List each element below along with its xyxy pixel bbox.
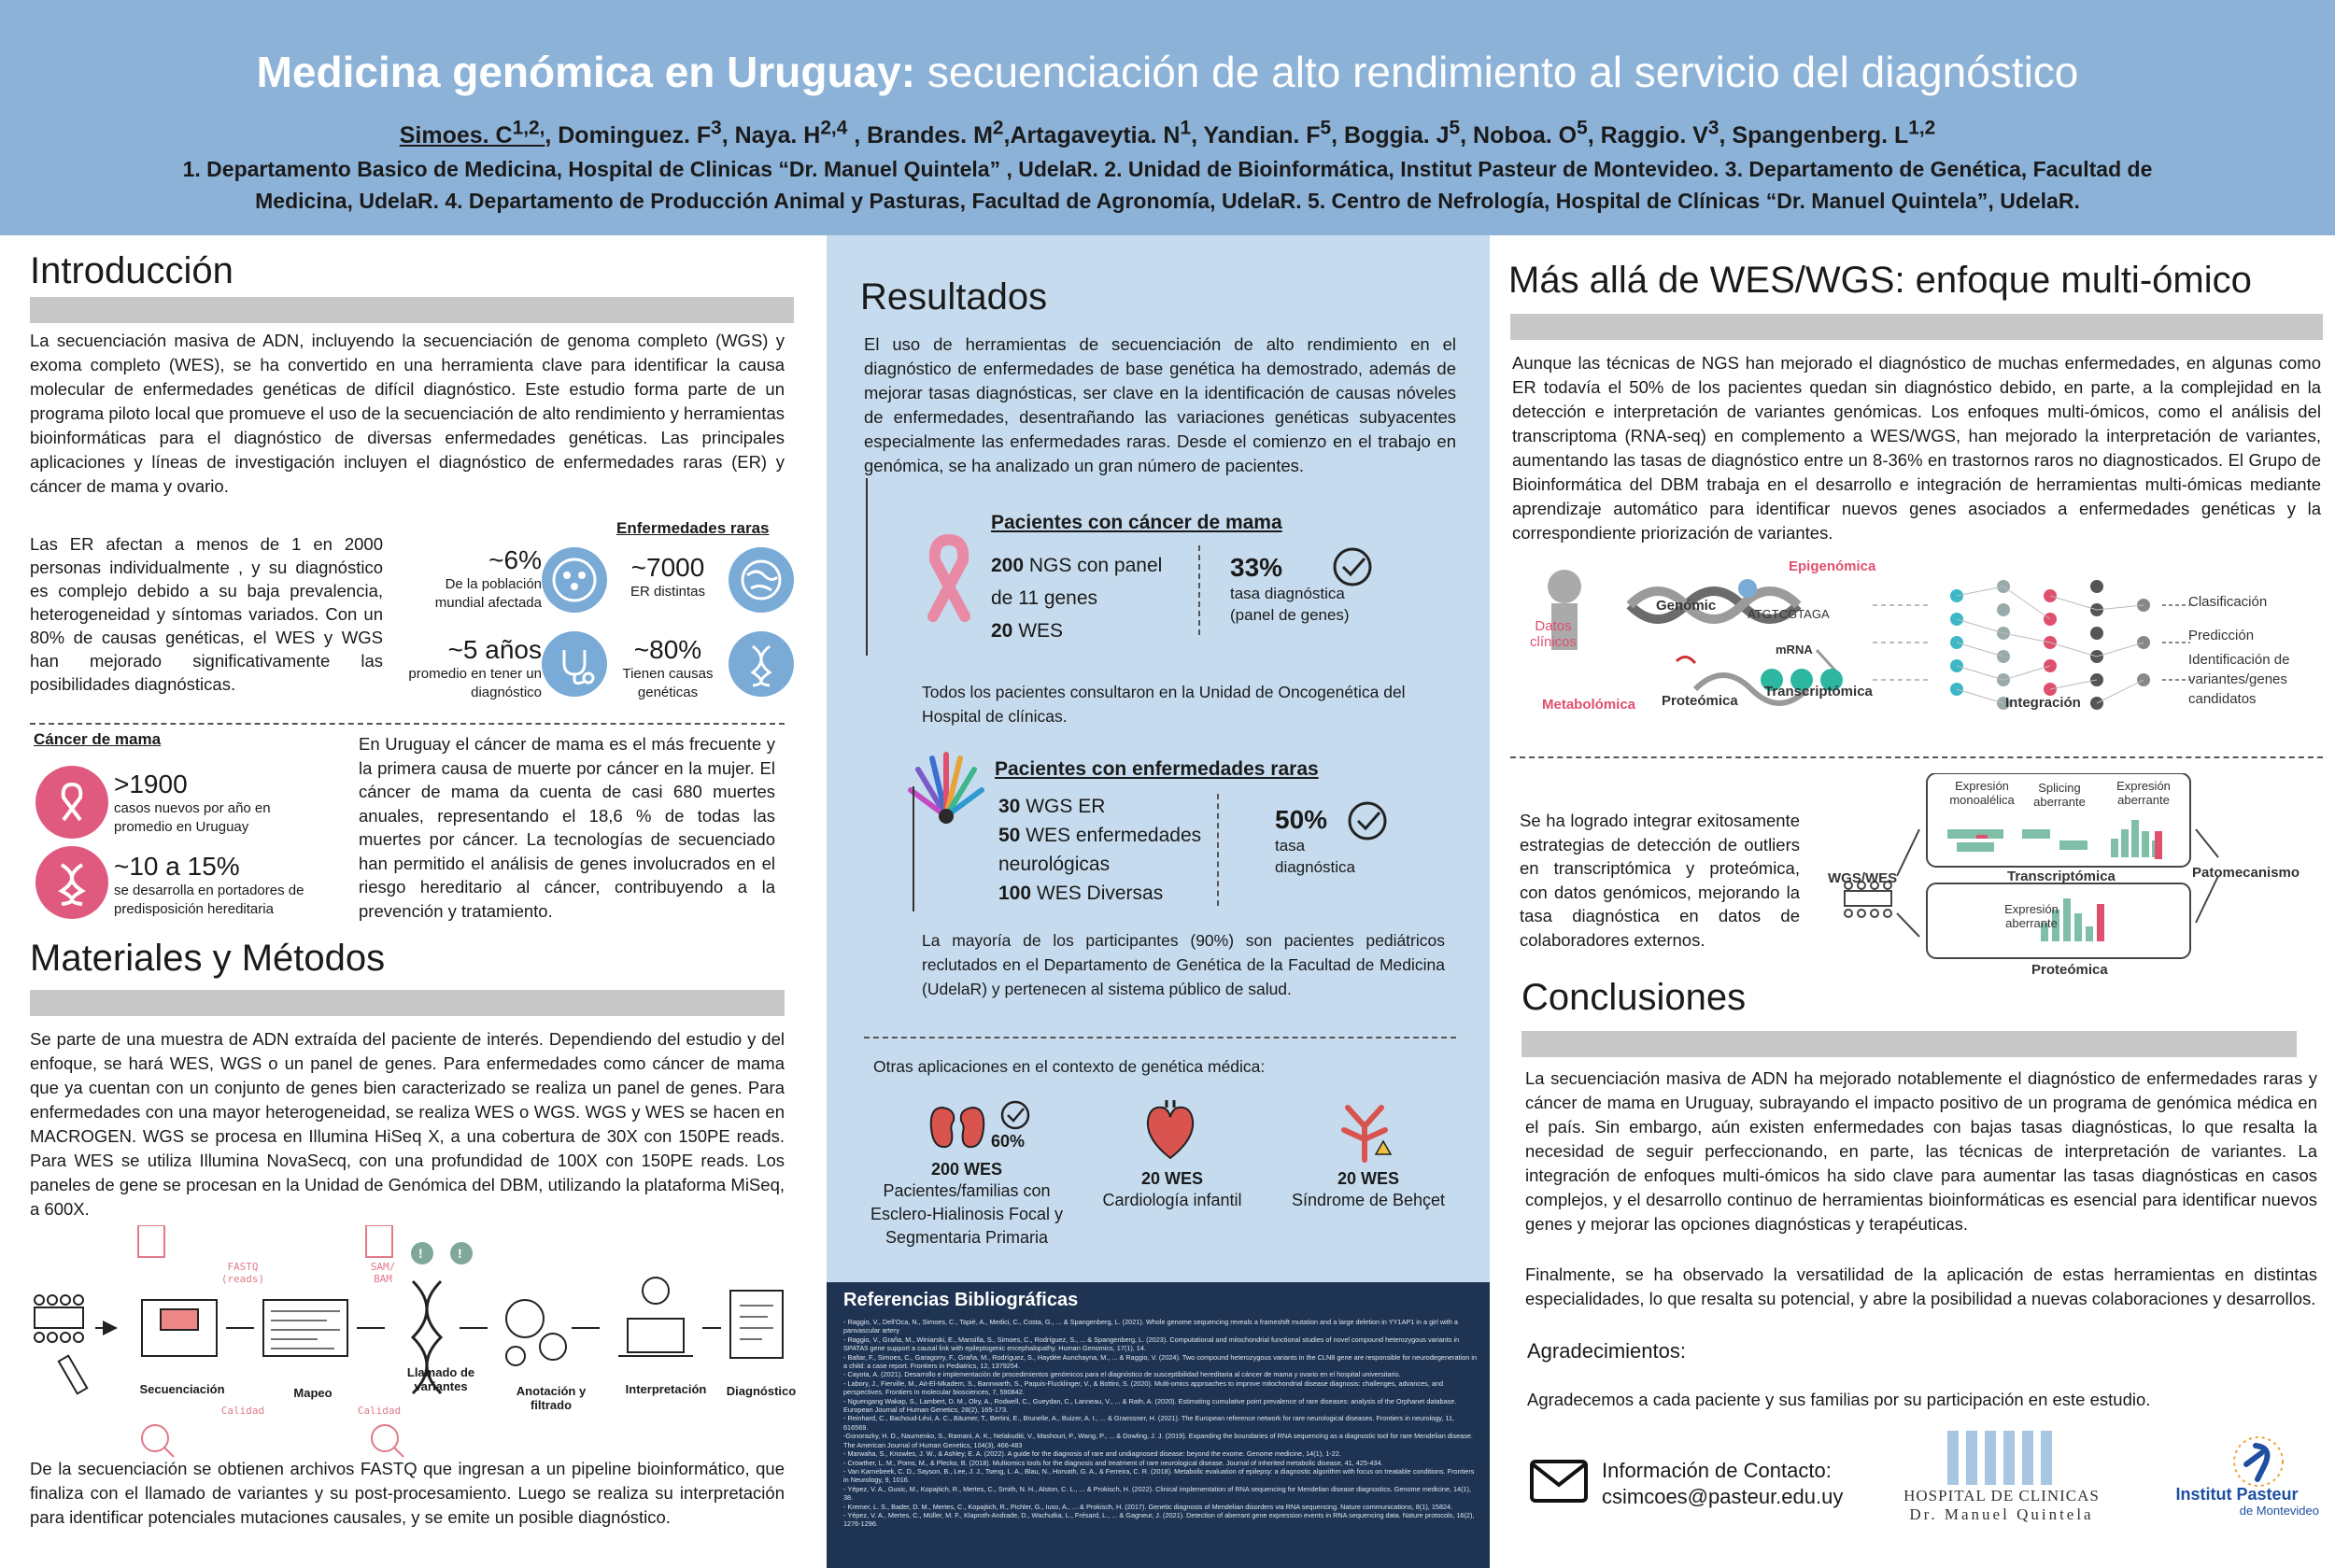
kidney-icon [927, 1100, 987, 1156]
quality-label: Calidad [357, 1405, 402, 1417]
author: , Spangenberg. L$^{1,2}$ [1719, 118, 1936, 149]
reference-item: - Baltar, F., Simoes, C., Garagorry, F., Graña, M., Rodríguez, S., Haydée Aunchayna, M., ... & Raggio, V. (2024). Two compound heterozygous variants in the CLN8 gene are responsible for neurodegeneration in a child: a case report. Frontiers in Pediatrics, 12, 1379254. [843, 1352, 1478, 1371]
dna-icon [35, 846, 108, 919]
box-label: Splicing aberrante [2033, 781, 2086, 809]
metabolomica-label: Metabolómica [1542, 697, 1636, 713]
proteomica-box-title: Proteómica [2031, 962, 2108, 978]
multiomic-text: Aunque las técnicas de NGS han mejorado el diagnóstico de muchas enfermedades, en algunas como ER todavía el 50% de los pacientes quedan sin diagnóstico debido, en parte, a la complejidad en la detección e interpretación de variantes genómicas. Los enfoques multi-ómicos, como el análisis del transcriptoma (RNA-seq) en complemento a WES/WGS, han mejorado la interpretación de variantes, aumentando las tasas de diagnóstico entre un 8-36% en trastornos raros no diagnosticados. El Grupo de Bioinformática del DBM trabaja en el desarrollo e integración de herramientas multi-ómicas mediante aprendizaje automático para identificar nuevos genes asociados a enfermedades genéticas y la correspondiente priorización de variantes. [1512, 353, 2321, 543]
clinical-label: Datos clínicos [1529, 618, 1578, 650]
cancer-note: Todos los pacientes consultaron en la Unidad de Oncogenética del Hospital de clínicas. [922, 683, 1406, 726]
reference-item: - Cayota, A. (2021). Desarrollo e implementación de procedimientos genómicos para el diagnóstico de susceptibilidad hereditaria al cáncer de mama y ovario en el hospital universitario. [843, 1370, 1401, 1379]
divider [1217, 794, 1219, 906]
transcriptomica-label: Transcriptómica [1764, 684, 1873, 699]
er-stat: ~6% De la población mundial afectada [434, 545, 542, 611]
cancer-heading: Pacientes con cáncer de mama [991, 512, 1282, 533]
contact-title: Información de Contacto: [1602, 1459, 1832, 1482]
mrna-label: mRNA [1776, 643, 1813, 657]
epigenomica-label: Epigenómica [1789, 558, 1876, 574]
methods-text: Se parte de una muestra de ADN extraída del paciente de interés. Dependiendo del estudio y del enfoque, se hará WES, WGS o un panel de genes. Para enfermedades como cáncer de mama que ya cuentan con un conjunto de genes bien caracterizado se realiza un panel de genes. Para enfermedades con una mayor heterogeneidad, se realiza WES o WGS. WGS y WES se hacen en MACROGEN. WGS se procesa en Illumina HiSeq X, a una cobertura de 30X con 150PE reads. Para WES se utiliza Illumina NovaSecq, con una profundidad de 100X con 150PE reads. Los paneles de gene se procesan en la Unidad de Genómica del DBM, utilizando la plataforma MiSeq, a 600X. [30, 1029, 785, 1219]
box-label: Expresión monoalélica [1949, 779, 2015, 807]
author: , Yandian. $F^5$ [1191, 118, 1332, 149]
cancer-list: 200 NGS con panel de 11 genes 20 WES [991, 555, 1163, 642]
kidney-rate: 60% [991, 1132, 1026, 1151]
er-heading: Enfermedades raras [616, 519, 770, 537]
author: , Brandes. $M^2$ [847, 118, 1004, 149]
conclusions-p2: Finalmente, se ha observado la versatilidad de la aplicación de estas herramientas en distintas especialidades, lo que resalta su potencial, y abre la posibilidad a nuevas colaboraciones y desarrollos. [1525, 1264, 2317, 1308]
cancer-rate: 33% tasa diagnóstica (panel de genes) [1230, 553, 1350, 624]
hospital-logo [1929, 1427, 2069, 1485]
reference-item: - Raggio, V., Graña, M., Winiarski, E., Mansilla, S., Simoes, C., Rodríguez, S., ... & Spangenberg, L. (2023). Computational and mitochondrial functional studies of novel compound heterozygous variants in SPATA5 gene support a causal link with epileptogenic encephalopathy. Human Genomics, 17(1), 14. [843, 1335, 1460, 1353]
methods-title: Materiales y Métodos [30, 938, 386, 979]
check-icon [1346, 799, 1389, 842]
bam-label: SAM/ BAM [370, 1261, 396, 1285]
pasteur-name: Institut Pasteur [2175, 1485, 2299, 1504]
ack-text: Agradecemos a cada paciente y sus familias por su participación en este estudio. [1527, 1390, 2151, 1409]
svg-text:!: ! [458, 1246, 462, 1261]
pipeline-diagram [30, 1225, 796, 1468]
results-text: El uso de herramientas de secuenciación de alto rendimiento en el diagnóstico de enfermedades de base genética ha demostrado, además de mejorar tasas diagnósticas, ser clave en la identificación de causas nóveles de enfermedades, desentrañando las variaciones genéticas subyacentes especialmente las enfermedades raras. Desde el comienzo en el trabajo en genómica, se ha analizado un gran número de pacientes. [864, 334, 1456, 475]
author: ,Artagaveytia. $N^1$ [1003, 118, 1192, 149]
reference-item: - Labory, J., Fierville, M., Ait-El-Mkadem, S., Bannwarth, S., Paquis-Flucklinger, V., & Bottini, S. (2020). Multi-omics approaches to improve mitochondrial disease diagnosis: challenges, advances, and perspectives. Frontiers in molecular biosciences, 7, 590842. [843, 1378, 1444, 1397]
reference-item: - Marwaha, S., Knowles, J. W., & Ashley, E. A. (2022). A guide for the diagnosis of rare and undiagnosed disease: beyond the exome. Genome medicine, 14(1), 1-22. [843, 1449, 1341, 1459]
step-label: Interpretación [625, 1382, 707, 1396]
poster-title: Medicina genómica en Uruguay: secuenciación de alto rendimiento al servicio del diagnóstico [256, 48, 2079, 96]
reference-item: - Van Karnebeek, C. D., Sayson, B., Lee, J. J., Tseng, L. A., Blau, N., Horvath, G. A., & Ferreira, C. R. (2018). Metabolic evaluation of epilepsy: a diagnostic algorithm with focus on treatable conditions. Frontiers in Neurology, 9, 1016. [843, 1466, 1475, 1485]
genomic-label: Genómic [1656, 598, 1717, 614]
section-bar [30, 297, 794, 323]
author-list [0, 118, 2335, 149]
er-stat: ~7000 ER distintas [630, 553, 706, 600]
multiomic-text2: Se ha logrado integrar exitosamente estrategias de detección de outliers en transcriptómica y proteómica, con datos genómicos, mejorando la tasa diagnóstica en datos de colaboradores externos. [1520, 811, 1800, 950]
poster-header [0, 0, 2335, 235]
vessels-icon [1335, 1098, 1394, 1164]
hospital-name: HOSPITAL DE CLINICAS [1903, 1487, 2100, 1504]
step-label: Secuenciación [139, 1382, 225, 1396]
divider [1510, 756, 2323, 758]
box-label: Expresión aberrante [2004, 902, 2059, 930]
patients-icon [35, 1295, 83, 1342]
step-label: Mapeo [293, 1386, 333, 1400]
rare-heading: Pacientes con enfermedades raras [995, 758, 1319, 780]
pasteur-subname: de Montevideo [2239, 1504, 2319, 1518]
er-stat: ~80% Tienen causas genéticas [622, 635, 714, 700]
methods-text2: De la secuenciación se obtienen archivos FASTQ que ingresan a un pipeline bioinformático, que finaliza con el llamado de variantes y su post-procesamiento. Luego se realiza su interpretación para identificar potenciales mutaciones causales, y se emite un posible diagnóstico. [30, 1459, 785, 1527]
conclusions-title: Conclusiones [1521, 977, 1747, 1018]
author: , Dominguez. $F^3$ [545, 118, 722, 149]
author: , Naya. H$^{2,4}$ [721, 118, 848, 149]
divider [30, 723, 785, 725]
intro-title: Introducción [30, 250, 234, 291]
reference-item: - Yépez, V. A., Mertes, C., Müller, M. F., Klaproth-Andrade, D., Wachutka, L., Frésard, L., ... & Gagneur, J. (2021). Detection of aberrant gene expression events in RNA sequencing data. Nature protocols, 16(2), 1276-1296. [843, 1510, 1475, 1529]
reference-item: - Nguengang Wakap, S., Lambert, D. M., Olry, A., Rodwell, C., Gueydan, C., Lanneau, V., ... & Rath, A. (2020). Estimating cumulative point prevalence of rare diseases: analysis of the Orphanet database. European Journal of Human Genetics, 28(2), 165-173. [843, 1396, 1457, 1415]
step-label: Diagnóstico [726, 1384, 797, 1398]
author: , Raggio. $V^3$ [1587, 118, 1719, 149]
bracket [913, 786, 914, 911]
conclusions-p1: La secuenciación masiva de ADN ha mejorado notablemente el diagnóstico de enfermedades raras y cáncer de mama en Uruguay, subrayando el impacto positivo de un programa de genómica médica en el país. Sin embargo, aún existen enfermedades con bajas tasas diagnósticas, lo que resalta la necesidad de seguir perfeccionando, en parte, las técnicas de interpretación de variantes. La integración de enfoques multi-ómicos ha sido clave para aumentar las tasas diagnósticas en casos complejos, y el desarrollo continuo de herramientas bioinformáticas es esencial para identificar nuevos genes y mejorar las opciones diagnósticas y terapéuticas. [1525, 1068, 2317, 1234]
section-bar [30, 990, 785, 1016]
bracket [866, 478, 868, 656]
output-label: Clasificación [2188, 594, 2268, 610]
first-author: Simoes. $C^{1,2,}$ [399, 118, 545, 149]
step-label: Anotación y filtrado [516, 1384, 587, 1412]
svg-text:!: ! [418, 1246, 423, 1261]
rare-rate: 50% tasa diagnóstica [1275, 805, 1356, 876]
rare-list: 30 WGS ER 50 WES enfermedades neurológicas 100 WES Diversas [998, 796, 1202, 904]
reference-item: - Raggio, V., Dell'Oca, N., Simoes, C., Tapié, A., Medici, C., Costa, G., ... & Spangenberg, L. (2021). Whole genome sequencing reveals a frameshift mutation and a large deletion in YY1AP1 in a girl with a panvascular artery [843, 1318, 1458, 1335]
population-icon [542, 547, 607, 613]
heart-icon [1140, 1098, 1200, 1164]
proteomica-label: Proteómica [1662, 693, 1738, 709]
app-item: 20 WES Cardiología infantil [1102, 1169, 1242, 1209]
right-column [1490, 235, 2335, 1568]
wgs-label: WGS/WES [1828, 870, 1898, 886]
author: , Boggia. $J^5$ [1331, 118, 1461, 149]
intro-text: La secuenciación masiva de ADN, incluyendo la secuenciación de genoma completo (WGS) y exoma completo (WES), se ha convertido en una herramienta clave para identificar la causa molecular de enfermedades genéticas de difícil diagnóstico. Este estudio forma parte de un programa piloto local que promueve el uso de la secuenciación de alto rendimiento y herramientas bioinformáticas para el diagnóstico de diversas enfermedades genéticas. Las principales aplicaciones y líneas de investigación incluyen el diagnóstico de enfermedades raras (ER) y cáncer de mama y ovario. [30, 331, 785, 496]
ack-title: Agradecimientos: [1527, 1339, 1686, 1363]
output-label: Predicción [2188, 628, 2255, 643]
sequence-label: ATGTCGTAGA [1748, 607, 1830, 621]
er-text: Las ER afectan a menos de 1 en 2000 personas individualmente , y su diagnóstico es complejo debido a su baja prevalencia, heterogeneidad y síntomas variados. Con un 80% de causas genéticas, el WES y WGS han mejorado significativamente las posibilidades diagnósticas. [30, 534, 383, 694]
cm-stat: >1900 casos nuevos por año en promedio en Uruguay [114, 770, 271, 835]
left-column [0, 235, 813, 1568]
app-item: 200 WES Pacientes/familias con Esclero-Hialinosis Focal y Segmentaria Primaria [870, 1160, 1064, 1247]
fastq-label: FASTQ (reads) [220, 1261, 265, 1285]
multiomic-title: Más allá de WES/WGS: enfoque multi-ómico [1508, 260, 2252, 301]
author: , Noboa. $O^5$ [1460, 118, 1588, 149]
cm-stat: ~10 a 15% se desarrolla en portadores de predisposición hereditaria [114, 852, 304, 917]
er-stat: ~5 años promedio en tener un diagnóstico [408, 635, 542, 700]
check-icon [1331, 545, 1374, 588]
check-icon [998, 1098, 1032, 1132]
references [827, 1282, 1490, 1568]
ribbon-icon [35, 766, 108, 839]
box-label: Expresión aberrante [2116, 779, 2171, 807]
patomecanismo-label: Patomecanismo [2192, 865, 2300, 881]
cm-heading: Cáncer de mama [34, 730, 162, 748]
refs-title: Referencias Bibliográficas [843, 1290, 1079, 1310]
section-bar [1521, 1031, 2297, 1057]
rare-note: La mayoría de los participantes (90%) son pacientes pediátricos reclutados en el Departamento de Genética de la Facultad de Medicina (UdelaR) y pertenecen al sistema público de salud. [922, 931, 1445, 998]
app-item: 20 WES Síndrome de Behçet [1291, 1169, 1446, 1209]
quality-label: Calidad [220, 1405, 265, 1417]
hospital-subname: Dr. Manuel Quintela [1909, 1505, 2094, 1523]
transcriptomica-box-title: Transcriptómica [2007, 869, 2116, 884]
step-label: Llamado de variantes [406, 1365, 475, 1393]
reference-item: -Gonorazky, H. D., Naumenko, S., Ramani, A. K., Nelakuditi, V., Mashouri, P., Wang, P., ... & Dowling, J. J. (2019). Expanding the boundaries of RNA sequencing as a diagnostic tool for rare Mendelian disease. The American Journal of Human Genetics, 104(3), 466-483 [843, 1432, 1473, 1449]
pasteur-logo [2228, 1433, 2289, 1490]
refs-list [843, 1318, 1479, 1529]
cm-text: En Uruguay el cáncer de mama es el más frecuente y la primera causa de muerte por cáncer en la mujer. El cáncer de mama da cuenta de casi 680 muertes anuales, representando el 18,6 % de todas las muertes por cáncer. La tecnologías de secuenciado han permitido el análisis de genes involucrados en el riesgo hereditario al cáncer, contribuyendo a la prevención y tratamiento. [359, 734, 775, 921]
reference-item: - Kremer, L. S., Bader, D. M., Mertes, C., Kopajtich, R., Pichler, G., Iuso, A., ... & Prokisch, H. (2017). Genetic diagnosis of Mendelian disorders via RNA sequencing. Nature communications, 8(1), 15824. [843, 1502, 1453, 1511]
pink-ribbon-icon [916, 530, 982, 624]
section-bar [1510, 314, 2323, 340]
stethoscope-icon [542, 631, 607, 697]
results-title: Resultados [860, 276, 1048, 318]
output-label: Identificación de variantes/genes candidatos [2188, 652, 2290, 707]
reference-item: - Reinhard, C., Bachoud-Lévi, A. C., Bäumer, T., Bertini, E., Brunelle, A., Buizer, A. I., ... & Graessner, H. (2021). The European reference network for rare neurological diseases. Frontiers in neurology, 11, 616569. [843, 1414, 1455, 1432]
contact-email[interactable]: csimcoes@pasteur.edu.uy [1602, 1485, 1844, 1508]
reference-item: - Yépez, V. A., Gusic, M., Kopajtich, R., Mertes, C., Smith, N. H., Alston, C. L., ... & Prokisch, H. (2022). Clinical implementation of RNA sequencing for Mendelian disease diagnostics. Genome medicine, 14(1), 38. [843, 1484, 1472, 1503]
dna-icon [729, 631, 794, 697]
email-icon [1529, 1459, 1589, 1504]
affiliations: 1. Departamento Basico de Medicina, Hospital de Clinicas “Dr. Manuel Quintela” , UdelaR. 2. Unidad de Bioinformática, Institut Pasteur de Montevideo. 3. Departamento de Genética, Facultad de Medicina, UdelaR. 4. Departamento de Producción Animal y Pasturas, Facultad de Agronomía, UdelaR. 5. Centro de Nefrología, Hospital de Clínicas “Dr. Manuel Quintela”, UdelaR. [182, 157, 2153, 213]
integracion-label: Integración [2005, 695, 2081, 711]
globe-icon [729, 547, 794, 613]
divider [1198, 545, 1200, 635]
other-title: Otras aplicaciones en el contexto de genética médica: [873, 1057, 1266, 1076]
reference-item: - Crowther, L. M., Poms, M., & Plecko, B. (2018). Multiomics tools for the diagnosis and treatment of rare neurological disease. Journal of inherited metabolic disease, 41, 425-434. [843, 1458, 1383, 1467]
